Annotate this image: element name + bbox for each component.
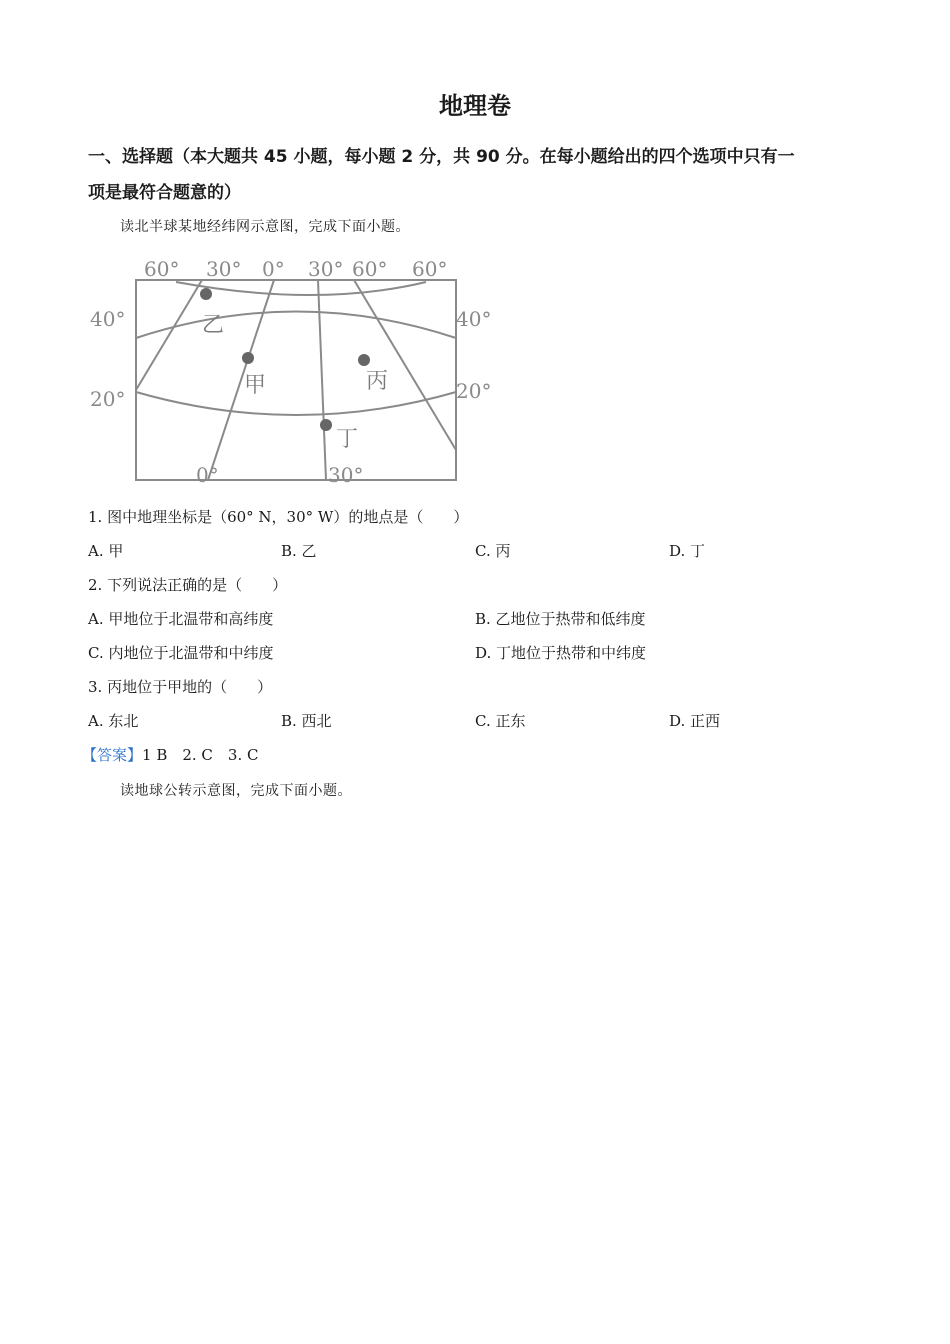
q1-option-d: D. 丁: [669, 542, 706, 560]
point-ding: [320, 419, 332, 431]
question-1-stem: 1. 图中地理坐标是（60° N，30° W）的地点是（ ）: [88, 508, 469, 526]
left-label: 20°: [90, 387, 126, 411]
latitude-60-line: [176, 282, 426, 295]
section-heading-line1: 一、选择题（本大题共 45 小题，每小题 2 分，共 90 分。在每小题给出的四个选项中只有一: [88, 147, 795, 167]
latitude-40-line: [136, 312, 456, 339]
bottom-label: 0°: [196, 463, 219, 487]
q2-option-d: D. 丁地位于热带和中纬度: [475, 644, 647, 662]
point-label-yi: 乙: [202, 313, 225, 338]
q3-option-c: C. 正东: [475, 712, 526, 730]
point-bing: [358, 354, 370, 366]
q2-option-c: C. 内地位于北温带和中纬度: [88, 644, 274, 662]
answer-line: [82, 744, 258, 765]
answer-text: 1 B 2. C 3. C: [142, 746, 259, 764]
page-title: 地理卷: [439, 92, 511, 120]
point-yi: [200, 288, 212, 300]
graticule-map-figure: [86, 250, 506, 490]
group2-intro: 读地球公转示意图，完成下面小题。: [120, 783, 352, 799]
section-heading-line2: 项是最符合题意的）: [88, 183, 241, 203]
q2-option-b: B. 乙地位于热带和低纬度: [475, 610, 646, 628]
group1-intro: 读北半球某地经纬网示意图，完成下面小题。: [120, 219, 410, 235]
left-label: 40°: [90, 307, 126, 331]
top-label: 60°: [352, 257, 388, 281]
q1-option-b: B. 乙: [281, 542, 317, 560]
q3-option-b: B. 西北: [281, 712, 332, 730]
point-label-jia: 甲: [244, 373, 267, 398]
meridian-line: [318, 280, 326, 480]
q3-option-a: A. 东北: [88, 712, 139, 730]
point-jia: [242, 352, 254, 364]
top-label: 30°: [206, 257, 242, 281]
top-label: 60°: [412, 257, 448, 281]
question-3-stem: 3. 丙地位于甲地的（ ）: [88, 678, 273, 696]
right-label: 20°: [456, 379, 492, 403]
point-label-bing: 丙: [366, 369, 389, 394]
top-label: 60°: [144, 257, 180, 281]
top-label: 0°: [262, 257, 285, 281]
top-label: 30°: [308, 257, 344, 281]
q3-option-d: D. 正西: [669, 712, 721, 730]
answer-tag: 【答案】: [82, 746, 143, 764]
right-label: 40°: [456, 307, 492, 331]
q2-option-a: A. 甲地位于北温带和高纬度: [88, 610, 274, 628]
q1-option-c: C. 丙: [475, 542, 511, 560]
q1-option-a: A. 甲: [88, 542, 124, 560]
meridian-line: [354, 280, 456, 450]
latitude-20-line: [136, 392, 456, 415]
point-label-ding: 丁: [336, 427, 359, 452]
bottom-label: 30°: [328, 463, 364, 487]
question-2-stem: 2. 下列说法正确的是（ ）: [88, 576, 288, 594]
